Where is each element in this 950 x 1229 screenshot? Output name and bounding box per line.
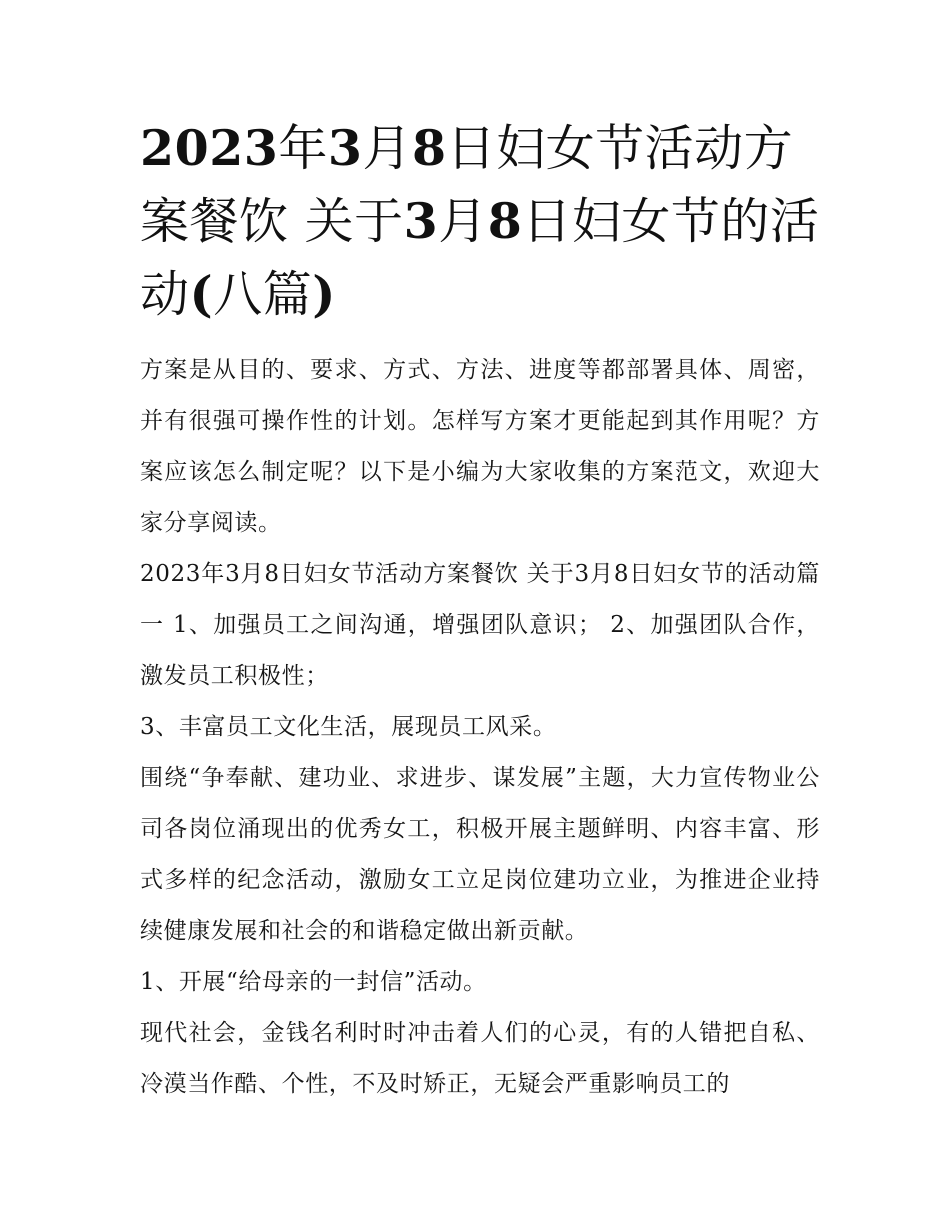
title-segment: 月	[438, 193, 488, 250]
title-segment: 8	[412, 119, 447, 177]
document-title	[140, 112, 820, 331]
title-spacing	[140, 331, 820, 345]
intro-paragraph: 方案是从目的、要求、方式、方法、进度等都部署具体、周密，并有很强可操作性的计划。怎样写方案才更能起到其作用呢？方案应该怎么制定呢？以下是小编为大家收集的方案范文，欢迎大家分享阅读。	[140, 357, 820, 536]
document-content	[140, 112, 820, 1110]
body-paragraph: 围绕“争奉献、建功业、求进步、谋发展”主题，大力宣传物业公司各岗位涌现出的优秀女工，积极开展主题鲜明、内容丰富、形式多样的纪念活动，激励女工立足岗位建功立业，为推进企业持续健康发展和社会的和谐稳定做出新贡献。	[140, 765, 820, 944]
title-segment: 日妇女节活动方案餐饮 关于	[140, 120, 794, 250]
title-segment: 月	[362, 120, 413, 177]
title-segment: (	[189, 265, 214, 323]
title-segment: 3	[403, 192, 439, 250]
body-paragraph: 2023年3月8日妇女节活动方案餐饮 关于3月8日妇女节的活动篇一 1、加强员工之间沟通，增强团队意识； 2、加强团队合作，激发员工积极性；	[140, 561, 820, 689]
title-segment: 3	[327, 119, 363, 177]
body-paragraph: 3、丰富员工文化生活，展现员工风采。	[140, 714, 557, 740]
title-segment: 2023	[140, 119, 279, 177]
title-segment: 八篇	[213, 266, 313, 323]
title-segment: )	[312, 265, 336, 323]
title-segment: 年	[278, 120, 328, 177]
title-segment: 8	[487, 192, 523, 250]
title-segment: 日妇女节的活动	[140, 193, 820, 323]
section-heading-paragraph: 1、开展“给母亲的一封信”活动。	[140, 969, 487, 995]
body-paragraph: 现代社会，金钱名利时时冲击着人们的心灵，有的人错把自私、冷漠当作酷、个性，不及时矫正，无疑会严重影响员工的	[140, 1020, 820, 1097]
